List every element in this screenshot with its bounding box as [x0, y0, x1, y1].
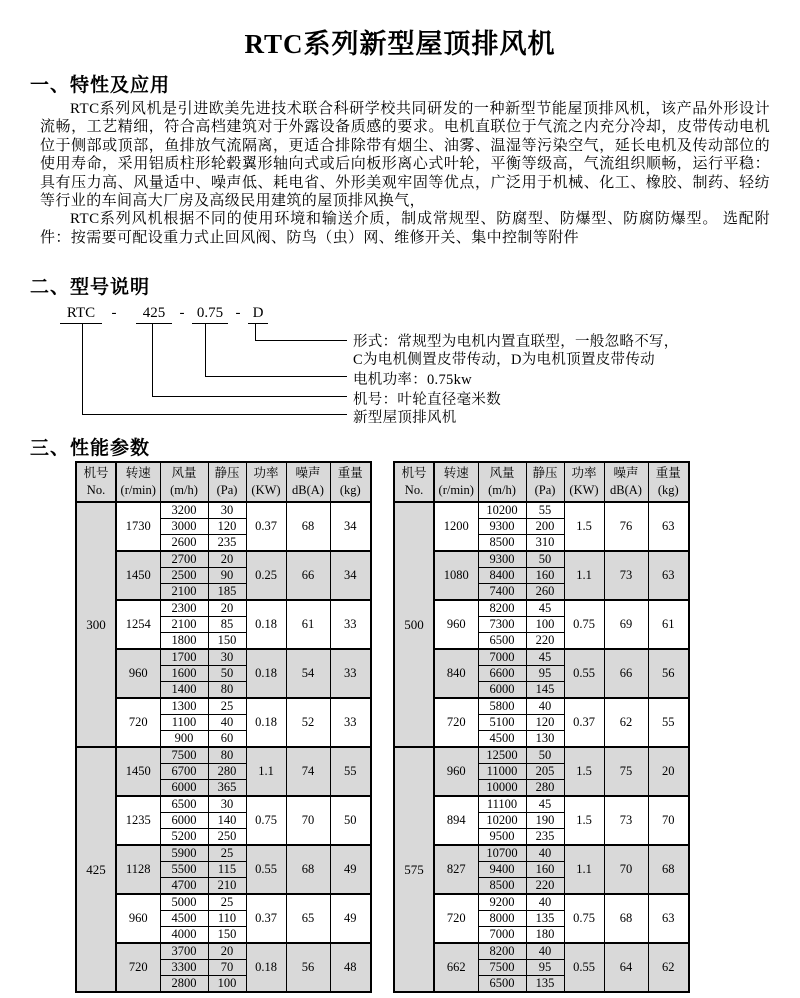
pressure-cell: 45 [526, 600, 564, 617]
table-row [76, 796, 371, 813]
speed-cell: 827 [434, 845, 478, 894]
noise-cell: 52 [286, 698, 330, 747]
speed-cell: 960 [434, 600, 478, 649]
model-code-separator: - [111, 305, 117, 321]
section-features-heading: 一、特性及应用 [30, 75, 171, 96]
pressure-cell: 90 [208, 567, 246, 583]
power-cell: 0.25 [246, 551, 286, 600]
speed-cell: 720 [434, 894, 478, 943]
weight-cell: 20 [648, 747, 689, 796]
speed-cell: 1254 [116, 600, 160, 649]
airflow-cell: 4700 [160, 877, 208, 894]
power-cell: 1.1 [246, 747, 286, 796]
airflow-cell: 900 [160, 730, 208, 747]
airflow-cell: 4500 [160, 910, 208, 926]
table-row [394, 649, 689, 666]
airflow-cell: 2800 [160, 975, 208, 992]
airflow-cell: 7400 [478, 583, 526, 600]
noise-cell: 73 [604, 551, 648, 600]
airflow-cell: 7500 [160, 747, 208, 764]
pressure-cell: 310 [526, 534, 564, 551]
table-row [394, 502, 689, 519]
airflow-cell: 8500 [478, 534, 526, 551]
pressure-cell: 55 [526, 502, 564, 519]
speed-cell: 840 [434, 649, 478, 698]
pressure-cell: 40 [208, 714, 246, 730]
speed-cell: 1200 [434, 502, 478, 551]
airflow-cell: 6000 [160, 779, 208, 796]
airflow-cell: 3200 [160, 502, 208, 519]
power-cell: 0.75 [564, 894, 604, 943]
airflow-cell: 8000 [478, 910, 526, 926]
airflow-cell: 9300 [478, 551, 526, 568]
pressure-cell: 20 [208, 551, 246, 568]
weight-cell: 50 [330, 796, 371, 845]
noise-cell: 76 [604, 502, 648, 551]
pressure-cell: 85 [208, 616, 246, 632]
pressure-cell: 185 [208, 583, 246, 600]
pressure-cell: 280 [208, 763, 246, 779]
model-code-separator: - [235, 305, 241, 321]
weight-cell: 63 [648, 894, 689, 943]
noise-cell: 64 [604, 943, 648, 992]
power-cell: 1.5 [564, 502, 604, 551]
pressure-cell: 50 [526, 747, 564, 764]
pressure-cell: 60 [208, 730, 246, 747]
pressure-cell: 250 [208, 828, 246, 845]
table-row [76, 943, 371, 960]
airflow-cell: 2100 [160, 616, 208, 632]
noise-cell: 68 [286, 845, 330, 894]
power-cell: 1.5 [564, 796, 604, 845]
pressure-cell: 115 [208, 861, 246, 877]
model-code-separator: - [179, 305, 185, 321]
model-code-power: 0.75 [192, 304, 228, 324]
speed-cell: 960 [434, 747, 478, 796]
power-cell: 0.18 [246, 649, 286, 698]
page-title: RTC系列新型屋顶排风机 [244, 29, 556, 59]
weight-cell: 34 [330, 502, 371, 551]
pressure-cell: 135 [526, 910, 564, 926]
airflow-cell: 6500 [478, 975, 526, 992]
features-paragraph-1: RTC系列风机是引进欧美先进技术联合科研学校共同研发的一种新型节能屋顶排风机，该产品外形设计流畅，工艺精细，符合高档建筑对于外露设备质感的要求。电机直联位于气流之内充分冷却，皮带传动电机位于侧部或顶部，鱼排放气流隔离，更适合排除带有烟尘、油雾、温湿等污染空气，延长电机及传动部位的使用寿命，采用铝质柱形轮毂翼形轴向式或后向板形离心式叶轮，平衡等级高，气流组织顺畅，运行平稳：具有压力高、风量适中、噪声低、耗电省、外形美观牢固等优点，广泛用于机械、化工、橡胶、制药、轻纺等行业的车间高大厂房及高级民用建筑的屋顶排风换气， [40, 101, 770, 210]
pressure-cell: 100 [526, 616, 564, 632]
table-row [76, 649, 371, 666]
table-row [394, 796, 689, 813]
weight-cell: 33 [330, 600, 371, 649]
header-cell: 功率 (KW) [564, 462, 604, 502]
speed-cell: 960 [116, 649, 160, 698]
weight-cell: 55 [648, 698, 689, 747]
pressure-cell: 100 [208, 975, 246, 992]
weight-cell: 62 [648, 943, 689, 992]
pressure-cell: 110 [208, 910, 246, 926]
weight-cell: 70 [648, 796, 689, 845]
airflow-cell: 11000 [478, 763, 526, 779]
header-cell: 噪声 dB(A) [286, 462, 330, 502]
speed-cell: 1128 [116, 845, 160, 894]
noise-cell: 70 [286, 796, 330, 845]
pressure-cell: 30 [208, 649, 246, 666]
power-cell: 1.1 [564, 551, 604, 600]
power-cell: 1.1 [564, 845, 604, 894]
speed-cell: 960 [116, 894, 160, 943]
noise-cell: 68 [286, 502, 330, 551]
airflow-cell: 4000 [160, 926, 208, 943]
pressure-cell: 40 [526, 698, 564, 715]
header-cell: 噪声 dB(A) [604, 462, 648, 502]
airflow-cell: 1700 [160, 649, 208, 666]
header-cell: 机号 No. [394, 462, 434, 502]
power-cell: 0.18 [246, 600, 286, 649]
table-row [76, 747, 371, 764]
noise-cell: 66 [286, 551, 330, 600]
airflow-cell: 1300 [160, 698, 208, 715]
header-cell: 转速 (r/min) [434, 462, 478, 502]
airflow-cell: 10200 [478, 812, 526, 828]
pressure-cell: 160 [526, 861, 564, 877]
pressure-cell: 80 [208, 747, 246, 764]
pressure-cell: 235 [526, 828, 564, 845]
speed-cell: 720 [434, 698, 478, 747]
performance-table [75, 461, 372, 993]
table-row [76, 845, 371, 862]
weight-cell: 33 [330, 649, 371, 698]
weight-cell: 55 [330, 747, 371, 796]
pressure-cell: 50 [208, 665, 246, 681]
pressure-cell: 25 [208, 845, 246, 862]
noise-cell: 62 [604, 698, 648, 747]
connector-line [82, 324, 83, 414]
speed-cell: 1730 [116, 502, 160, 551]
pressure-cell: 70 [208, 959, 246, 975]
pressure-cell: 145 [526, 681, 564, 698]
power-cell: 0.75 [246, 796, 286, 845]
model-cell: 300 [76, 502, 116, 747]
pressure-cell: 40 [526, 845, 564, 862]
table-row [394, 600, 689, 617]
pressure-cell: 365 [208, 779, 246, 796]
pressure-cell: 50 [526, 551, 564, 568]
pressure-cell: 150 [208, 632, 246, 649]
weight-cell: 63 [648, 551, 689, 600]
header-cell: 机号 No. [76, 462, 116, 502]
airflow-cell: 3700 [160, 943, 208, 960]
airflow-cell: 3000 [160, 518, 208, 534]
noise-cell: 61 [286, 600, 330, 649]
airflow-cell: 5800 [478, 698, 526, 715]
airflow-cell: 2300 [160, 600, 208, 617]
model-cell: 425 [76, 747, 116, 992]
table-row [394, 894, 689, 911]
section-model-heading: 二、型号说明 [30, 277, 151, 298]
airflow-cell: 8500 [478, 877, 526, 894]
speed-cell: 1080 [434, 551, 478, 600]
table-row [76, 894, 371, 911]
model-code-series: RTC [60, 304, 102, 324]
weight-cell: 56 [648, 649, 689, 698]
pressure-cell: 95 [526, 665, 564, 681]
airflow-cell: 7000 [478, 926, 526, 943]
table-row [76, 502, 371, 519]
noise-cell: 56 [286, 943, 330, 992]
speed-cell: 894 [434, 796, 478, 845]
weight-cell: 48 [330, 943, 371, 992]
airflow-cell: 6600 [478, 665, 526, 681]
header-cell: 转速 (r/min) [116, 462, 160, 502]
weight-cell: 33 [330, 698, 371, 747]
connector-line [205, 324, 206, 376]
speed-cell: 662 [434, 943, 478, 992]
pressure-cell: 80 [208, 681, 246, 698]
performance-table [393, 461, 690, 993]
header-cell: 风量 (m/h) [160, 462, 208, 502]
header-cell: 静压 (Pa) [526, 462, 564, 502]
airflow-cell: 7300 [478, 616, 526, 632]
power-cell: 0.18 [246, 943, 286, 992]
pressure-cell: 220 [526, 632, 564, 649]
noise-cell: 69 [604, 600, 648, 649]
airflow-cell: 1600 [160, 665, 208, 681]
airflow-cell: 6700 [160, 763, 208, 779]
model-cell: 575 [394, 747, 434, 992]
pressure-cell: 160 [526, 567, 564, 583]
power-cell: 0.55 [564, 943, 604, 992]
airflow-cell: 9500 [478, 828, 526, 845]
airflow-cell: 10000 [478, 779, 526, 796]
power-cell: 0.37 [246, 502, 286, 551]
airflow-cell: 6000 [478, 681, 526, 698]
airflow-cell: 6500 [478, 632, 526, 649]
airflow-cell: 5100 [478, 714, 526, 730]
pressure-cell: 120 [526, 714, 564, 730]
airflow-cell: 9300 [478, 518, 526, 534]
features-paragraph-2: RTC系列风机根据不同的使用环境和输送介质，制成常规型、防腐型、防爆型、防腐防爆型。 选配附件：按需要可配设重力式止回风阀、防鸟（虫）网、维修开关、集中控制等附件 [40, 211, 770, 246]
table-row [394, 845, 689, 862]
airflow-cell: 6000 [160, 812, 208, 828]
airflow-cell: 1100 [160, 714, 208, 730]
airflow-cell: 11100 [478, 796, 526, 813]
pressure-cell: 30 [208, 502, 246, 519]
airflow-cell: 10700 [478, 845, 526, 862]
table-row [394, 551, 689, 568]
table-row [76, 551, 371, 568]
model-code-form: D [248, 304, 268, 324]
model-label-size: 机号：叶轮直径毫米数 [353, 392, 501, 408]
model-label-power: 电机功率：0.75kw [353, 372, 472, 388]
header-cell: 风量 (m/h) [478, 462, 526, 502]
airflow-cell: 2100 [160, 583, 208, 600]
pressure-cell: 190 [526, 812, 564, 828]
airflow-cell: 8400 [478, 567, 526, 583]
noise-cell: 73 [604, 796, 648, 845]
section-performance-heading: 三、性能参数 [30, 438, 151, 459]
pressure-cell: 210 [208, 877, 246, 894]
noise-cell: 70 [604, 845, 648, 894]
table-header-row [394, 462, 689, 502]
power-cell: 0.75 [564, 600, 604, 649]
pressure-cell: 260 [526, 583, 564, 600]
weight-cell: 63 [648, 502, 689, 551]
airflow-cell: 9400 [478, 861, 526, 877]
airflow-cell: 2500 [160, 567, 208, 583]
airflow-cell: 10200 [478, 502, 526, 519]
pressure-cell: 95 [526, 959, 564, 975]
noise-cell: 54 [286, 649, 330, 698]
table-header-row [76, 462, 371, 502]
connector-line [255, 340, 347, 341]
connector-line [152, 396, 347, 397]
table-row [394, 698, 689, 715]
speed-cell: 720 [116, 943, 160, 992]
pressure-cell: 45 [526, 649, 564, 666]
model-label-form-line2: C为电机侧置皮带传动，D为电机顶置皮带传动 [353, 352, 655, 368]
pressure-cell: 25 [208, 894, 246, 911]
noise-cell: 68 [604, 894, 648, 943]
pressure-cell: 180 [526, 926, 564, 943]
noise-cell: 75 [604, 747, 648, 796]
weight-cell: 49 [330, 845, 371, 894]
model-code-size: 425 [136, 304, 172, 324]
pressure-cell: 150 [208, 926, 246, 943]
airflow-cell: 5200 [160, 828, 208, 845]
airflow-cell: 1800 [160, 632, 208, 649]
header-cell: 重量 (kg) [648, 462, 689, 502]
pressure-cell: 25 [208, 698, 246, 715]
header-cell: 重量 (kg) [330, 462, 371, 502]
pressure-cell: 40 [526, 894, 564, 911]
pressure-cell: 120 [208, 518, 246, 534]
speed-cell: 720 [116, 698, 160, 747]
airflow-cell: 8200 [478, 943, 526, 960]
connector-line [205, 376, 347, 377]
connector-line [82, 414, 347, 415]
airflow-cell: 5000 [160, 894, 208, 911]
airflow-cell: 8200 [478, 600, 526, 617]
power-cell: 0.55 [564, 649, 604, 698]
power-cell: 0.37 [246, 894, 286, 943]
noise-cell: 74 [286, 747, 330, 796]
power-cell: 0.18 [246, 698, 286, 747]
pressure-cell: 220 [526, 877, 564, 894]
table-row [76, 600, 371, 617]
weight-cell: 61 [648, 600, 689, 649]
weight-cell: 34 [330, 551, 371, 600]
airflow-cell: 9200 [478, 894, 526, 911]
airflow-cell: 12500 [478, 747, 526, 764]
features-text-block [40, 100, 770, 247]
table-row [394, 747, 689, 764]
airflow-cell: 7000 [478, 649, 526, 666]
pressure-cell: 40 [526, 943, 564, 960]
model-cell: 500 [394, 502, 434, 747]
pressure-cell: 280 [526, 779, 564, 796]
pressure-cell: 205 [526, 763, 564, 779]
pressure-cell: 130 [526, 730, 564, 747]
header-cell: 功率 (KW) [246, 462, 286, 502]
airflow-cell: 3300 [160, 959, 208, 975]
airflow-cell: 7500 [478, 959, 526, 975]
weight-cell: 49 [330, 894, 371, 943]
airflow-cell: 5500 [160, 861, 208, 877]
table-row [76, 698, 371, 715]
pressure-cell: 20 [208, 943, 246, 960]
speed-cell: 1235 [116, 796, 160, 845]
airflow-cell: 6500 [160, 796, 208, 813]
power-cell: 1.5 [564, 747, 604, 796]
pressure-cell: 135 [526, 975, 564, 992]
airflow-cell: 2700 [160, 551, 208, 568]
airflow-cell: 2600 [160, 534, 208, 551]
pressure-cell: 30 [208, 796, 246, 813]
speed-cell: 1450 [116, 747, 160, 796]
weight-cell: 68 [648, 845, 689, 894]
airflow-cell: 5900 [160, 845, 208, 862]
airflow-cell: 1400 [160, 681, 208, 698]
pressure-cell: 200 [526, 518, 564, 534]
table-row [394, 943, 689, 960]
noise-cell: 66 [604, 649, 648, 698]
connector-line [255, 324, 256, 340]
pressure-cell: 140 [208, 812, 246, 828]
connector-line [152, 324, 153, 396]
speed-cell: 1450 [116, 551, 160, 600]
model-label-form-line1: 形式：常规型为电机内置直联型，一般忽略不写， [353, 334, 679, 350]
pressure-cell: 235 [208, 534, 246, 551]
header-cell: 静压 (Pa) [208, 462, 246, 502]
noise-cell: 65 [286, 894, 330, 943]
model-label-series: 新型屋顶排风机 [353, 410, 457, 426]
pressure-cell: 20 [208, 600, 246, 617]
power-cell: 0.55 [246, 845, 286, 894]
power-cell: 0.37 [564, 698, 604, 747]
pressure-cell: 45 [526, 796, 564, 813]
airflow-cell: 4500 [478, 730, 526, 747]
